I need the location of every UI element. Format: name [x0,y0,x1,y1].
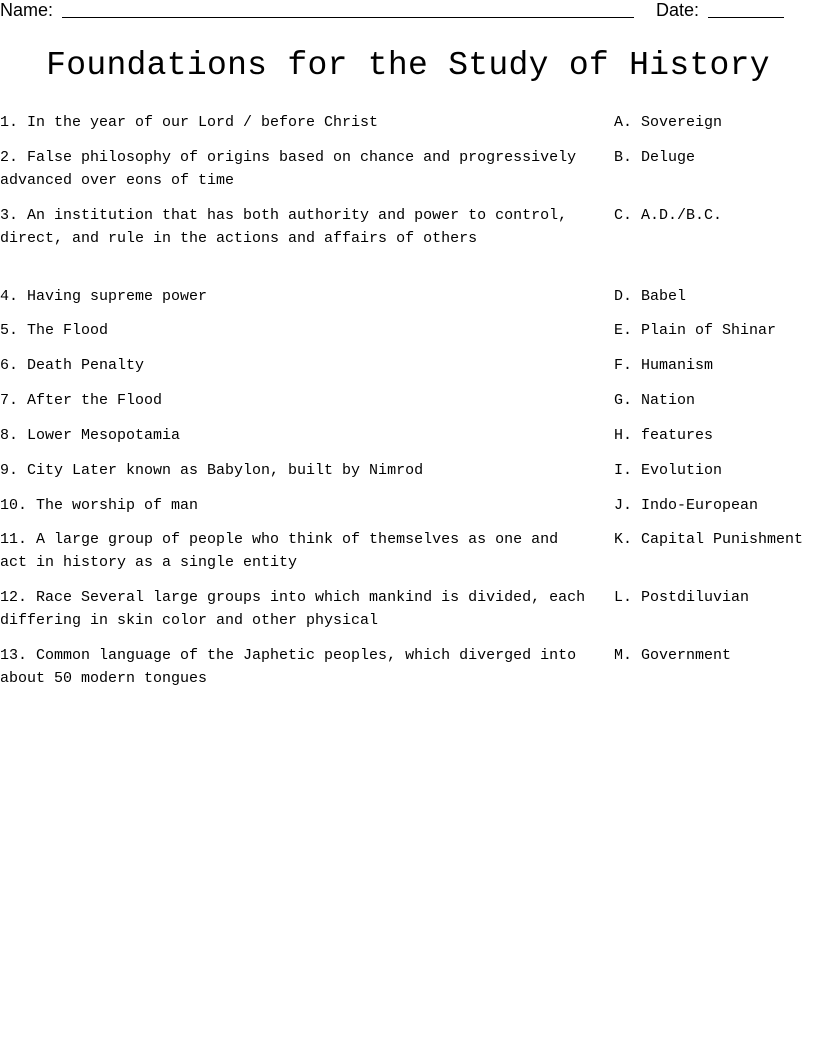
answer-f: F. Humanism [614,357,714,374]
name-label: Name: [0,0,54,20]
date-label: Date: [656,0,700,20]
question-3: 3. An institution that has both authority and power to control, direct, and rule in the actions and affairs of others [0,207,568,247]
answer-d: D. Babel [614,288,687,305]
question-12: 12. Race Several large groups into which mankind is divided, each differing in skin color and other physical [0,589,586,629]
name-blank-line[interactable] [62,17,634,18]
date-blank-line[interactable] [708,17,784,18]
question-1: 1. In the year of our Lord / before Christ [0,114,379,131]
question-2: 2. False philosophy of origins based on chance and progressively advanced over eons of time [0,149,577,189]
answer-g: G. Nation [614,392,696,409]
answer-k: K. Capital Punishment [614,531,804,548]
question-9: 9. City Later known as Babylon, built by Nimrod [0,462,424,479]
question-6: 6. Death Penalty [0,357,145,374]
worksheet-title: Foundations for the Study of History [46,47,770,84]
question-11: 11. A large group of people who think of themselves as one and act in history as a single entity [0,531,559,571]
answer-b: B. Deluge [614,149,696,166]
answer-m: M. Government [614,647,732,664]
question-5: 5. The Flood [0,322,109,339]
answer-c: C. A.D./B.C. [614,207,723,224]
answer-j: J. Indo-European [614,497,759,514]
answer-a: A. Sovereign [614,114,723,131]
worksheet-header [0,0,816,22]
question-13: 13. Common language of the Japhetic peoples, which diverged into about 50 modern tongues [0,647,577,687]
question-7: 7. After the Flood [0,392,163,409]
answer-l: L. Postdiluvian [614,589,750,606]
answer-h: H. features [614,427,714,444]
question-4: 4. Having supreme power [0,288,208,305]
question-8: 8. Lower Mesopotamia [0,427,181,444]
answer-i: I. Evolution [614,462,723,479]
question-10: 10. The worship of man [0,497,199,514]
answer-e: E. Plain of Shinar [614,322,777,339]
